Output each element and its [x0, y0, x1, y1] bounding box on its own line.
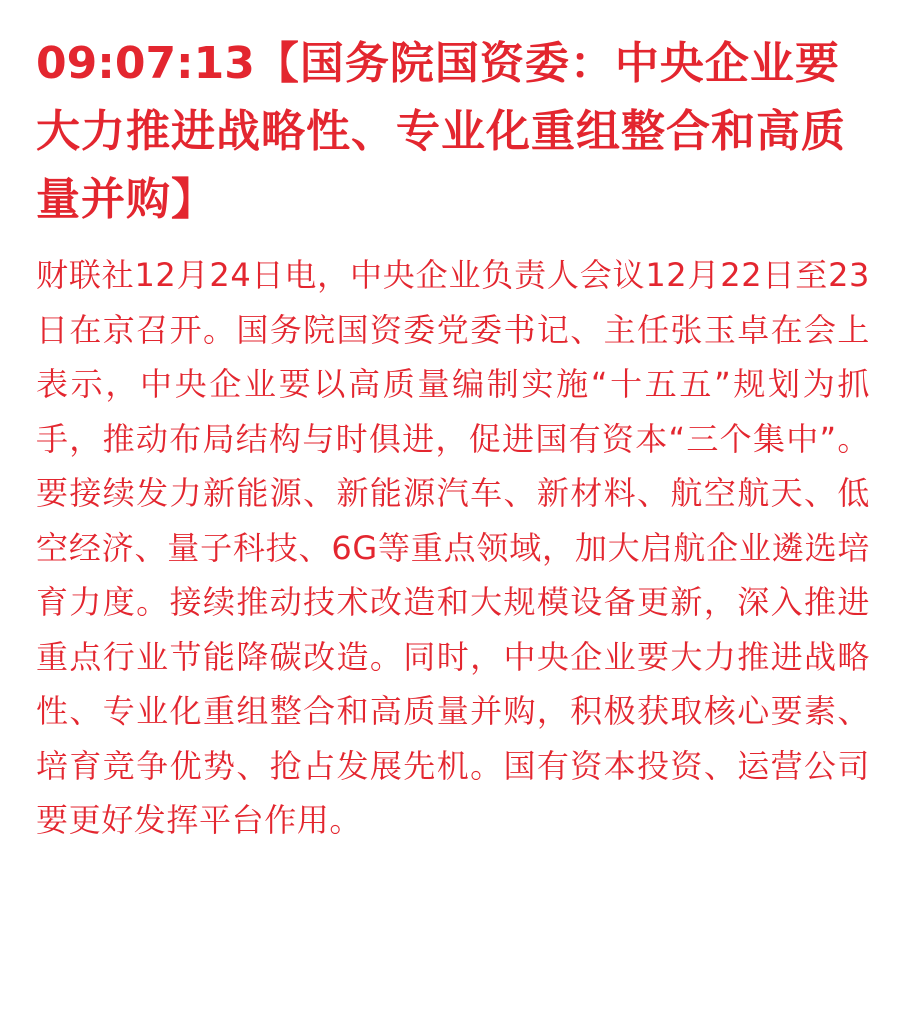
news-headline-text: 【国务院国资委：中央企业要大力推进战略性、专业化重组整合和高质量并购】 — [36, 38, 846, 225]
news-time: 09:07:13 — [36, 38, 255, 89]
news-body: 财联社12月24日电，中央企业负责人会议12月22日至23日在京召开。国务院国资委党委书记、主任张玉卓在会上表示，中央企业要以高质量编制实施“十五五”规划为抓手，推动布局结构与时俱进，促进国有资本“三个集中”。要接续发力新能源、新能源汽车、新材料、航空航天、低空经济、量子科技、6G等重点领域，加大启航企业遴选培育力度。接续推动技术改造和大规模设备更新，深入推进重点行业节能降碳改造。同时，中央企业要大力推进战略性、专业化重组整合和高质量并购，积极获取核心要素、培育竞争优势、抢占发展先机。国有资本投资、运营公司要更好发挥平台作用。 — [36, 256, 870, 839]
news-headline — [36, 30, 870, 234]
news-item — [36, 30, 870, 848]
